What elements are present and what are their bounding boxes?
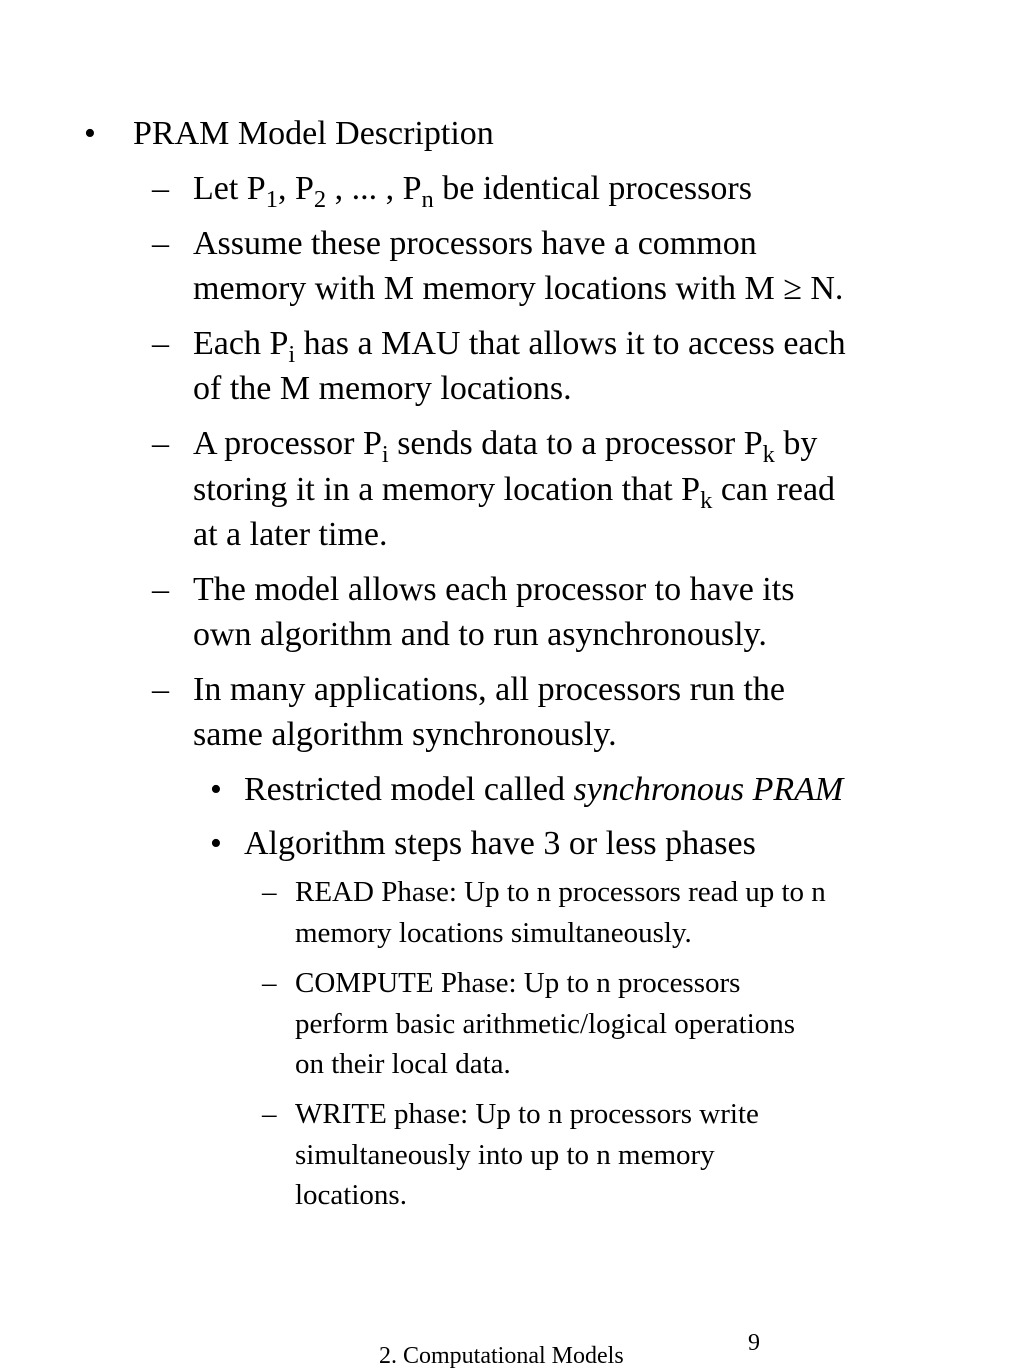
many-line-2: same algorithm synchronously.: [193, 716, 617, 753]
model-line-1: The model allows each processor to have its: [193, 571, 795, 608]
each-line-2: of the M memory locations.: [193, 370, 572, 407]
dash-glyph: –: [262, 1098, 277, 1130]
dash-glyph: –: [152, 671, 169, 708]
sends-line-1: A processor $P_i$ sends data to a processor $P_k$ by: [193, 425, 818, 468]
restricted-line: Restricted model called synchronous PRAM: [244, 771, 844, 808]
assume-line-2: memory with M memory locations with M ≥ N.: [193, 270, 844, 307]
read-line-2: memory locations simultaneously.: [295, 917, 692, 949]
compute-line-3: on their local data.: [295, 1048, 511, 1080]
many-line-1: In many applications, all processors run the: [193, 671, 786, 708]
dash-glyph: –: [152, 225, 169, 262]
chapter-footer: 2. Computational Models: [379, 1343, 624, 1369]
bullet-glyph: •: [210, 771, 222, 808]
steps-line: Algorithm steps have 3 or less phases: [244, 825, 756, 862]
bullet-glyph: •: [210, 825, 222, 862]
page-number: 9: [748, 1330, 760, 1356]
dash-glyph: –: [262, 876, 277, 908]
slide-heading: PRAM Model Description: [133, 115, 494, 152]
sends-line-2: storing it in a memory location that $P_k$ can read: [193, 471, 836, 514]
compute-line-1: COMPUTE Phase: Up to n processors: [295, 967, 741, 999]
each-line-1: Each $P_i$ has a MAU that allows it to access each: [193, 325, 846, 368]
read-line-1: READ Phase: Up to n processors read up to n: [295, 876, 826, 908]
let-processors-line: Let $P_1$, $P_2$ , ... , $P_n$ be identical processors: [193, 170, 752, 213]
dash-glyph: –: [152, 425, 169, 462]
model-line-2: own algorithm and to run asynchronously.: [193, 616, 767, 653]
write-line-2: simultaneously into up to n memory: [295, 1139, 715, 1171]
dash-glyph: –: [152, 325, 169, 362]
dash-glyph: –: [152, 571, 169, 608]
assume-line-1: Assume these processors have a common: [193, 225, 757, 262]
dash-glyph: –: [262, 967, 277, 999]
write-line-3: locations.: [295, 1179, 407, 1211]
compute-line-2: perform basic arithmetic/logical operations: [295, 1008, 796, 1040]
dash-glyph: –: [152, 170, 169, 207]
sends-line-3: at a later time.: [193, 516, 388, 553]
bullet-glyph: •: [84, 115, 96, 152]
write-line-1: WRITE phase: Up to n processors write: [295, 1098, 759, 1130]
